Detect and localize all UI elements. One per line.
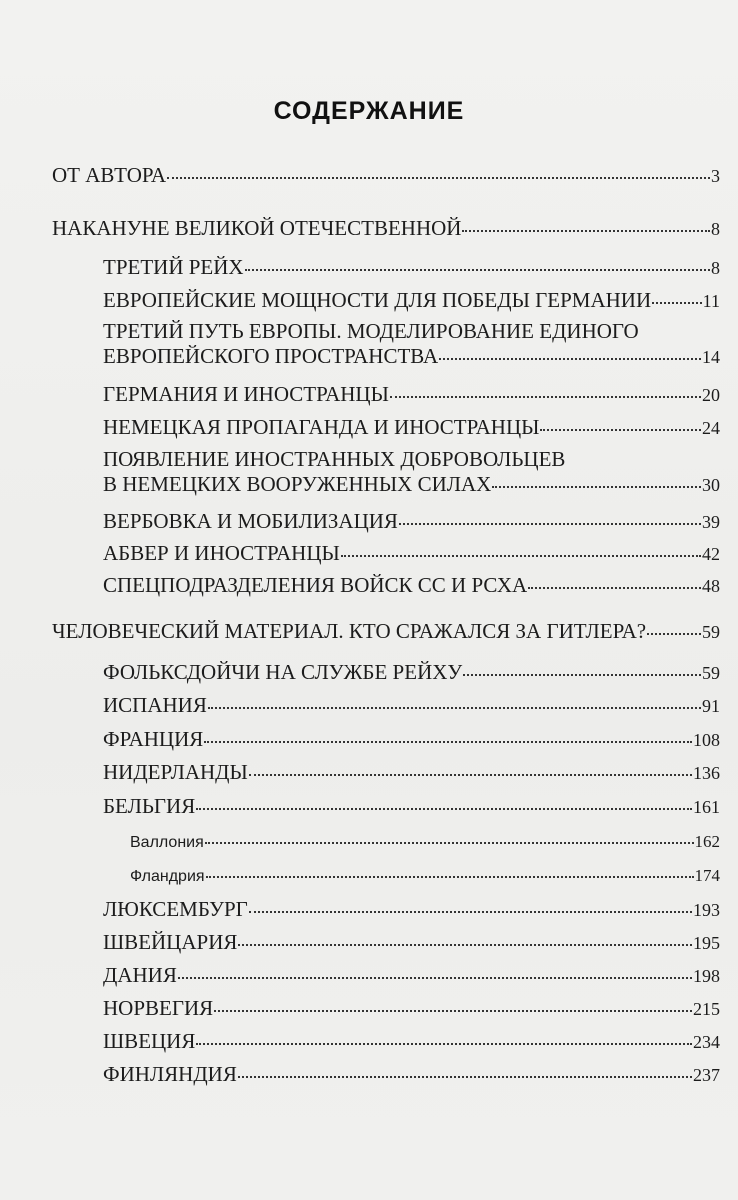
toc-entry[interactable] bbox=[103, 760, 720, 785]
toc-entry-title-line2: ЕВРОПЕЙСКОГО ПРОСТРАНСТВА bbox=[103, 344, 439, 368]
toc-entry-title: НАКАНУНЕ ВЕЛИКОЙ ОТЕЧЕСТВЕННОЙ bbox=[52, 216, 462, 240]
toc-entry[interactable] bbox=[130, 866, 720, 886]
toc-page-number: 136 bbox=[693, 763, 720, 783]
dot-leader bbox=[206, 874, 694, 878]
toc-page-number: 215 bbox=[693, 999, 720, 1019]
toc-page-number: 8 bbox=[711, 219, 720, 239]
toc-entry[interactable] bbox=[103, 727, 720, 752]
toc-entry-title: ЕВРОПЕЙСКИЕ МОЩНОСТИ ДЛЯ ПОБЕДЫ ГЕРМАНИИ bbox=[103, 288, 652, 312]
toc-entry-title: ЧЕЛОВЕЧЕСКИЙ МАТЕРИАЛ. КТО СРАЖАЛСЯ ЗА ГИТЛЕРА? bbox=[52, 619, 647, 643]
toc-entry[interactable] bbox=[103, 255, 720, 280]
toc-entry-title-line1: ПОЯВЛЕНИЕ ИНОСТРАННЫХ ДОБРОВОЛЬЦЕВ bbox=[103, 447, 566, 471]
dot-leader bbox=[528, 585, 701, 589]
toc-entry[interactable] bbox=[130, 832, 720, 852]
toc-entry[interactable] bbox=[103, 794, 720, 819]
toc-entry[interactable] bbox=[103, 693, 720, 718]
toc-entry-title: ФИНЛЯНДИЯ bbox=[103, 1062, 237, 1086]
toc-entry[interactable] bbox=[103, 1062, 720, 1087]
toc-entry[interactable] bbox=[103, 541, 720, 566]
dot-leader bbox=[167, 175, 710, 179]
dot-leader bbox=[238, 942, 692, 946]
dot-leader bbox=[204, 739, 692, 743]
page-title: СОДЕРЖАНИЕ bbox=[273, 97, 465, 125]
toc-entry[interactable] bbox=[103, 415, 720, 440]
toc-entry-title: ФОЛЬКСДОЙЧИ НА СЛУЖБЕ РЕЙХУ bbox=[103, 660, 463, 684]
toc-entry[interactable] bbox=[52, 619, 720, 644]
toc-entry-title: ФРАНЦИЯ bbox=[103, 727, 204, 751]
toc-entry-title-line1: ТРЕТИЙ ПУТЬ ЕВРОПЫ. МОДЕЛИРОВАНИЕ ЕДИНОГО bbox=[103, 319, 639, 343]
toc-entry[interactable] bbox=[103, 930, 720, 955]
toc-page-number: 198 bbox=[693, 966, 720, 986]
toc-page-number: 24 bbox=[702, 418, 720, 438]
dot-leader bbox=[540, 427, 701, 431]
dot-leader bbox=[463, 672, 701, 676]
toc-entry-title: ГЕРМАНИЯ И ИНОСТРАНЦЫ bbox=[103, 382, 389, 406]
toc-page-number: 30 bbox=[702, 475, 720, 495]
toc-page-number: 161 bbox=[693, 797, 720, 817]
toc-page-number: 39 bbox=[702, 512, 720, 532]
toc-page-number: 59 bbox=[702, 622, 720, 642]
dot-leader bbox=[647, 631, 701, 635]
dot-leader bbox=[399, 521, 701, 525]
toc-entry-title: ЛЮКСЕМБУРГ bbox=[103, 897, 248, 921]
toc-entry[interactable] bbox=[52, 216, 720, 241]
toc-page-number: 174 bbox=[694, 866, 720, 885]
toc-entry-title: ВЕРБОВКА И МОБИЛИЗАЦИЯ bbox=[103, 509, 398, 533]
dot-leader bbox=[205, 840, 694, 844]
toc-entry[interactable] bbox=[103, 1029, 720, 1054]
toc-entry-title: НОРВЕГИЯ bbox=[103, 996, 214, 1020]
toc-entry-title: БЕЛЬГИЯ bbox=[103, 794, 196, 818]
toc-page-number: 195 bbox=[693, 933, 720, 953]
toc-entry-title: СПЕЦПОДРАЗДЕЛЕНИЯ ВОЙСК СС И РСХА bbox=[103, 573, 528, 597]
toc-entry[interactable] bbox=[103, 996, 720, 1021]
dot-leader bbox=[249, 772, 692, 776]
toc-page-number: 234 bbox=[693, 1032, 720, 1052]
toc-page-number: 59 bbox=[702, 663, 720, 683]
toc-page-number: 14 bbox=[702, 347, 720, 367]
dot-leader bbox=[652, 300, 702, 304]
toc-page-number: 42 bbox=[702, 544, 720, 564]
dot-leader bbox=[214, 1008, 692, 1012]
toc-entry-title: ИСПАНИЯ bbox=[103, 693, 207, 717]
dot-leader bbox=[492, 484, 701, 488]
toc-page-number: 91 bbox=[702, 696, 720, 716]
toc-page-number: 11 bbox=[702, 291, 720, 311]
toc-entry-title: Фландрия bbox=[130, 868, 205, 885]
toc-entry[interactable] bbox=[103, 660, 720, 685]
dot-leader bbox=[245, 267, 710, 271]
dot-leader bbox=[249, 909, 692, 913]
toc-page-number: 20 bbox=[702, 385, 720, 405]
toc-entry-title: НИДЕРЛАНДЫ bbox=[103, 760, 248, 784]
dot-leader bbox=[196, 806, 692, 810]
toc-page-number: 8 bbox=[711, 258, 720, 278]
toc-entry-title: ДАНИЯ bbox=[103, 963, 177, 987]
dot-leader bbox=[238, 1074, 692, 1078]
toc-entry[interactable] bbox=[103, 288, 720, 313]
toc-page-number: 48 bbox=[702, 576, 720, 596]
toc-page-number: 108 bbox=[693, 730, 720, 750]
toc-entry-title: НЕМЕЦКАЯ ПРОПАГАНДА И ИНОСТРАНЦЫ bbox=[103, 415, 540, 439]
dot-leader bbox=[178, 975, 692, 979]
toc-entry[interactable] bbox=[103, 573, 720, 598]
toc-entry[interactable] bbox=[103, 897, 720, 922]
dot-leader bbox=[208, 705, 701, 709]
dot-leader bbox=[462, 228, 710, 232]
toc-entry[interactable] bbox=[103, 319, 720, 369]
toc-entry[interactable] bbox=[103, 509, 720, 534]
toc-entry-title: АБВЕР И ИНОСТРАНЦЫ bbox=[103, 541, 340, 565]
dot-leader bbox=[439, 356, 701, 360]
toc-entry-title: ТРЕТИЙ РЕЙХ bbox=[103, 255, 244, 279]
toc-page-number: 193 bbox=[693, 900, 720, 920]
toc-entry-title-line2: В НЕМЕЦКИХ ВООРУЖЕННЫХ СИЛАХ bbox=[103, 472, 492, 496]
toc-entry[interactable] bbox=[103, 382, 720, 407]
dot-leader bbox=[341, 553, 701, 557]
toc-entry[interactable] bbox=[103, 963, 720, 988]
toc-entry-title: ОТ АВТОРА bbox=[52, 163, 167, 187]
toc-entry-title: ШВЕЙЦАРИЯ bbox=[103, 930, 238, 954]
toc-entry[interactable] bbox=[103, 447, 720, 497]
dot-leader bbox=[196, 1041, 692, 1045]
toc-entry-title: Валлония bbox=[130, 834, 204, 851]
toc-entry-title: ШВЕЦИЯ bbox=[103, 1029, 196, 1053]
dot-leader bbox=[390, 394, 701, 398]
toc-page-number: 3 bbox=[711, 166, 720, 186]
toc-page-number: 162 bbox=[694, 832, 720, 851]
toc-entry[interactable] bbox=[52, 163, 720, 188]
toc-page-number: 237 bbox=[693, 1065, 720, 1085]
